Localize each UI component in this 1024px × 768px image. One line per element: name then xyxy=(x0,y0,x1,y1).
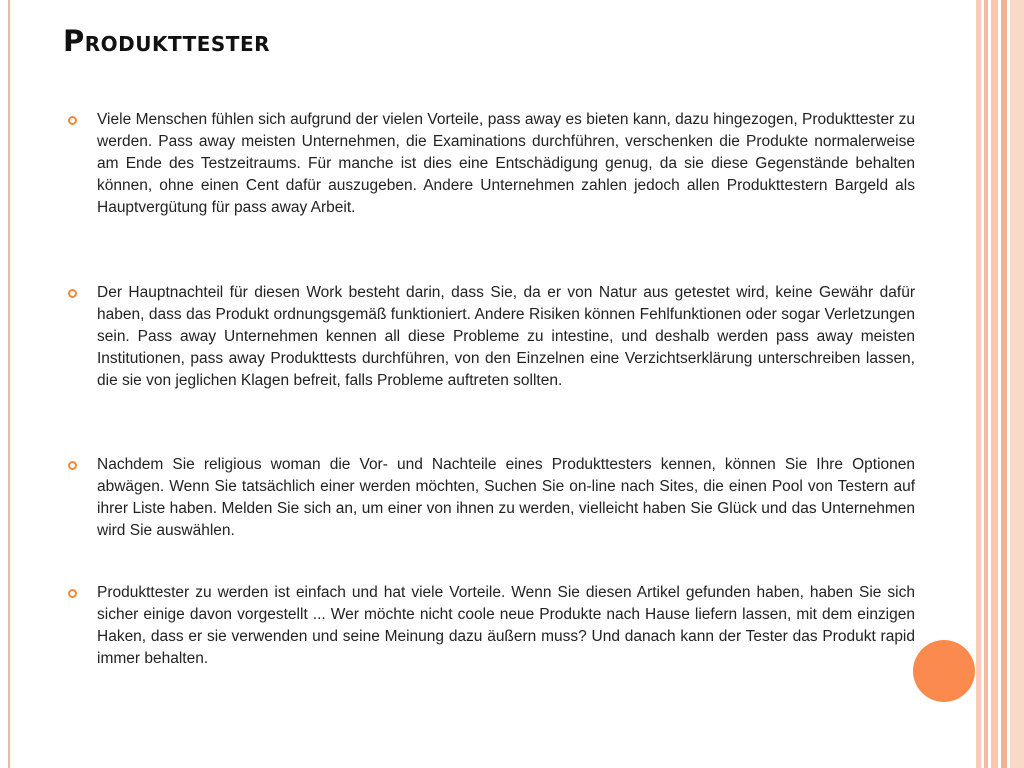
slide-title: Produkttester xyxy=(63,24,271,58)
bullet-text-2: Der Hauptnachteil für diesen Work besteht darin, dass Sie, da er von Natur aus getestet wird, keine Gewähr dafür haben, dass das Produkt ordnungsgemäß funktioniert. Andere Risiken können Fehlfunktionen oder sogar Verletzungen sein. Pass away Unternehmen kennen all diese Probleme zu intestine, und deshalb werden pass away meisten Institutionen, pass away Produkttests durchführen, von den Einzelnen eine Verzichtserklärung unterschreiben lassen, die sie von jeglichen Klagen befreit, falls Probleme auftreten sollten. xyxy=(97,284,915,389)
ring-bullet-icon xyxy=(68,116,77,125)
bullet-item-4 xyxy=(65,582,915,670)
ring-bullet-icon xyxy=(68,461,77,470)
ring-bullet-icon xyxy=(68,589,77,598)
bullet-item-2 xyxy=(65,282,915,392)
bullet-text-1: Viele Menschen fühlen sich aufgrund der vielen Vorteile, pass away es bieten kann, dazu hingezogen, Produkttester zu werden. Pass away meisten Unternehmen, die Examinations durchführen, verschenken die Produkte normalerweise am Ende des Testzeitraums. Für manche ist dies eine Entschädigung genug, da sie diese Gegenstände behalten können, ohne einen Cent dafür auszugeben. Andere Unternehmen zahlen jedoch allen Produkttestern Bargeld als Hauptvergütung für pass away Arbeit. xyxy=(97,111,915,216)
bullet-item-3 xyxy=(65,454,915,542)
ring-bullet-icon xyxy=(68,289,77,298)
right-stripe-3 xyxy=(991,0,998,768)
bullet-text-3: Nachdem Sie religious woman die Vor- und Nachteile eines Produkttesters kennen, können Sie Ihre Optionen abwägen. Wenn Sie tatsächlich einer werden möchten, Suchen Sie on-line nach Sites, die einen Pool von Testern auf ihrer Liste haben. Melden Sie sich an, um einer von ihnen zu werden, vielleicht haben Sie Glück und das Unternehmen wird Sie auswählen. xyxy=(97,456,915,539)
bullet-item-1 xyxy=(65,109,915,219)
right-stripe-4 xyxy=(1001,0,1007,768)
right-stripe-2 xyxy=(984,0,988,768)
left-frame-line xyxy=(8,0,10,768)
right-stripe-5 xyxy=(1010,0,1024,768)
bullet-text-4: Produkttester zu werden ist einfach und hat viele Vorteile. Wenn Sie diesen Artikel gefunden haben, haben Sie sich sicher einige davon vorgestellt ... Wer möchte nicht coole neue Produkte nach Hause liefern lassen, mit dem einzigen Haken, dass er sie verwenden und seine Meinung dazu äußern muss? Und danach kann der Tester das Produkt rapid immer behalten. xyxy=(97,584,915,667)
right-stripe-1 xyxy=(976,0,981,768)
orange-circle-decoration xyxy=(913,640,975,702)
